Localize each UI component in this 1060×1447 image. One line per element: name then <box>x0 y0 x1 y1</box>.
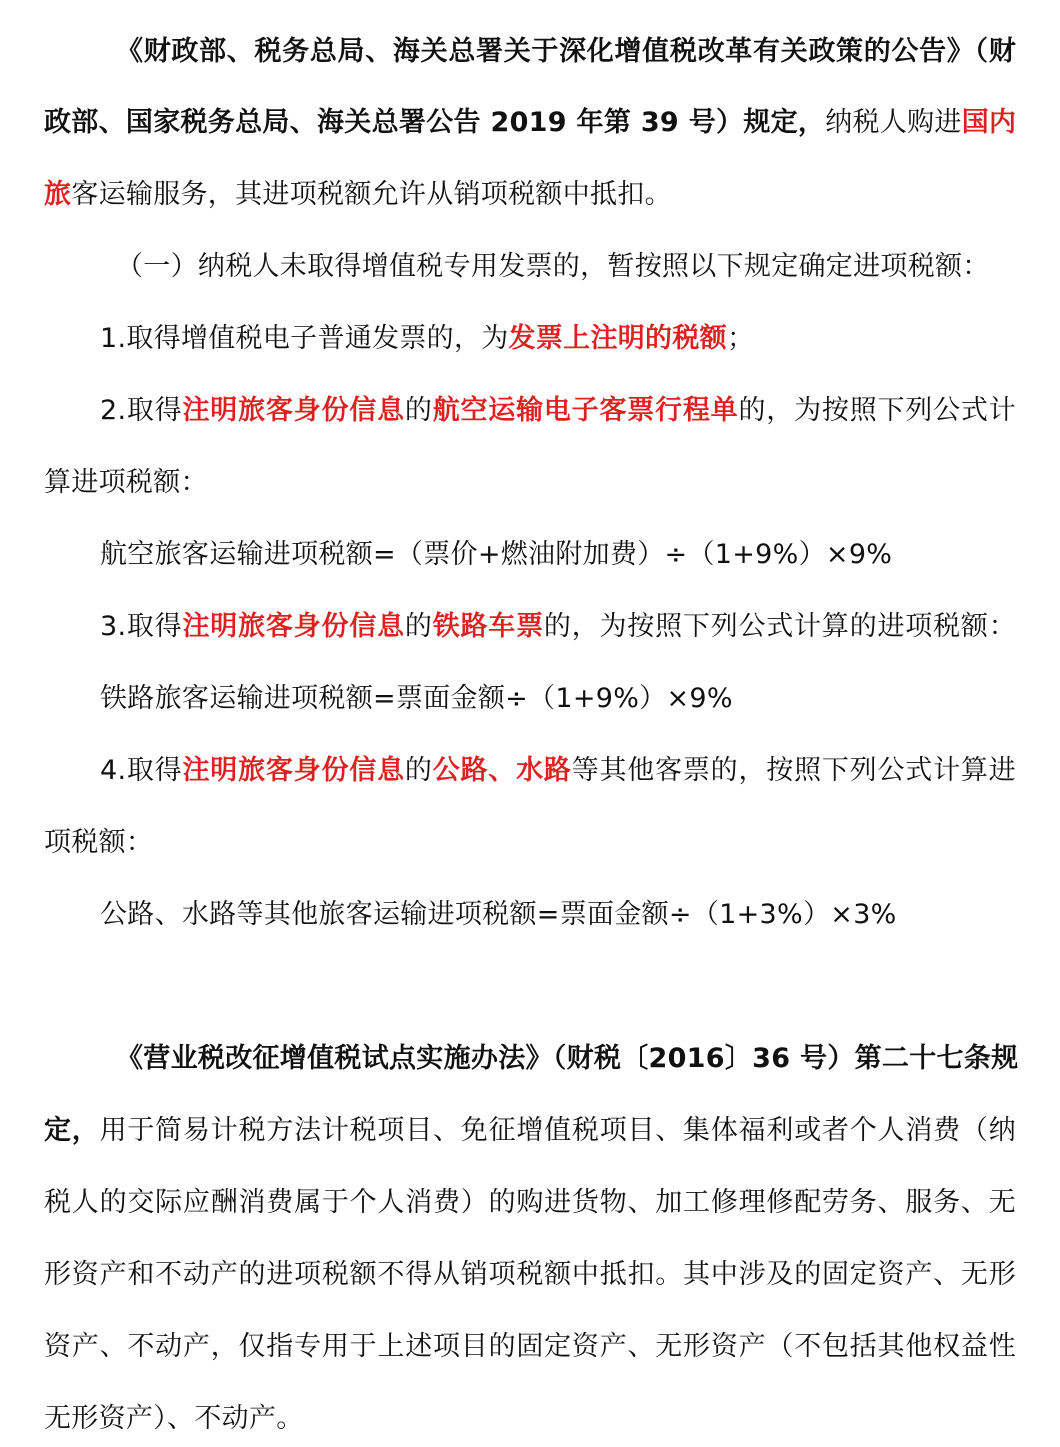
s2-l3-text: 税人的交际应酬消费属于个人消费）的购进货物、加工修理修配劳务、服务、无 <box>44 1187 1016 1218</box>
s1-l2-bold: 政部、国家税务总局、海关总署公告 2019 年第 39 号）规定， <box>44 107 826 138</box>
s1-l9-text3: 的，为按照下列公式计算的进项税额： <box>543 611 1016 642</box>
s1-l4-text: （一）纳税人未取得增值税专用发票的，暂按照以下规定确定进项税额： <box>116 251 990 282</box>
s1-line-5 <box>44 319 1016 359</box>
formula-road-water: 公路、水路等其他旅客运输进项税额=票面金额÷（1+3%）×3% <box>100 899 897 930</box>
formula-rail: 铁路旅客运输进项税额=票面金额÷（1+9%）×9% <box>100 683 733 714</box>
s1-l5-text: 1.取得增值税电子普通发票的，为 <box>100 323 509 354</box>
s1-line-4 <box>44 247 1016 287</box>
s1-l3-red: 旅 <box>44 179 72 210</box>
s2-l6-text: 无形资产）、不动产。 <box>44 1403 304 1434</box>
s1-l6-text: 2.取得 <box>100 395 183 426</box>
s1-l7-text: 算进项税额： <box>44 467 208 498</box>
s1-l11-text2: 的 <box>404 755 433 786</box>
s1-line-3 <box>44 175 1016 215</box>
s1-l2-text: 纳税人购进 <box>825 107 962 138</box>
s2-l2-bold: 定， <box>44 1115 100 1146</box>
s1-line-7 <box>44 463 1016 503</box>
s1-l12-text: 项税额： <box>44 827 154 858</box>
s1-l6-text2: 的 <box>404 395 433 426</box>
s1-l5-text2: ； <box>726 323 755 354</box>
s1-l3-text: 客运输服务，其进项税额允许从销项税额中抵扣。 <box>71 179 672 210</box>
s1-l6-red: 注明旅客身份信息 <box>182 395 405 426</box>
s1-line-2 <box>44 103 1016 143</box>
s1-l11-red: 注明旅客身份信息 <box>182 755 405 786</box>
s1-line-12 <box>44 823 1016 863</box>
s1-l5-red: 发票上注明的税额 <box>508 323 727 354</box>
s2-line-5 <box>44 1327 1016 1367</box>
s1-l9-text: 3.取得 <box>100 611 183 642</box>
s2-l1-bold: 《营业税改征增值税试点实施办法》（财税〔2016〕36 号）第二十七条规 <box>116 1043 1019 1074</box>
s2-l4-text: 形资产和不动产的进项税额不得从销项税额中抵扣。其中涉及的固定资产、无形 <box>44 1259 1016 1290</box>
s1-line-9 <box>44 607 1016 647</box>
s1-l11-text3: 等其他客票的，按照下列公式计算进 <box>571 755 1016 786</box>
s2-line-1 <box>44 1039 1019 1079</box>
s1-line-13 <box>44 895 1016 935</box>
s2-l5-text: 资产、不动产，仅指专用于上述项目的固定资产、无形资产（不包括其他权益性 <box>44 1331 1016 1362</box>
s2-line-4 <box>44 1255 1016 1295</box>
formula-air: 航空旅客运输进项税额=（票价+燃油附加费）÷（1+9%）×9% <box>100 539 893 570</box>
s1-l2-red: 国内 <box>961 107 1017 138</box>
s1-l9-text2: 的 <box>404 611 433 642</box>
s1-l1-bold: 《财政部、税务总局、海关总署关于深化增值税改革有关政策的公告》（财 <box>116 36 1016 67</box>
s1-line-1 <box>44 32 1016 72</box>
s1-l11-text: 4.取得 <box>100 755 183 786</box>
s2-l2-text: 用于简易计税方法计税项目、免征增值税项目、集体福利或者个人消费（纳 <box>99 1115 1016 1146</box>
s2-line-3 <box>44 1183 1016 1223</box>
s1-l9-red: 注明旅客身份信息 <box>182 611 405 642</box>
s1-line-8 <box>44 535 1016 575</box>
s1-l9-red2: 铁路车票 <box>432 611 544 642</box>
s1-l11-red2: 公路、水路 <box>432 755 572 786</box>
s1-l6-text3: 的，为按照下列公式计 <box>738 395 1016 426</box>
s1-l6-red2: 航空运输电子客票行程单 <box>432 395 739 426</box>
s2-line-6 <box>44 1399 1016 1439</box>
s1-line-6 <box>44 391 1016 431</box>
s1-line-10 <box>44 679 1016 719</box>
s2-line-2 <box>44 1111 1016 1151</box>
s1-line-11 <box>44 751 1016 791</box>
